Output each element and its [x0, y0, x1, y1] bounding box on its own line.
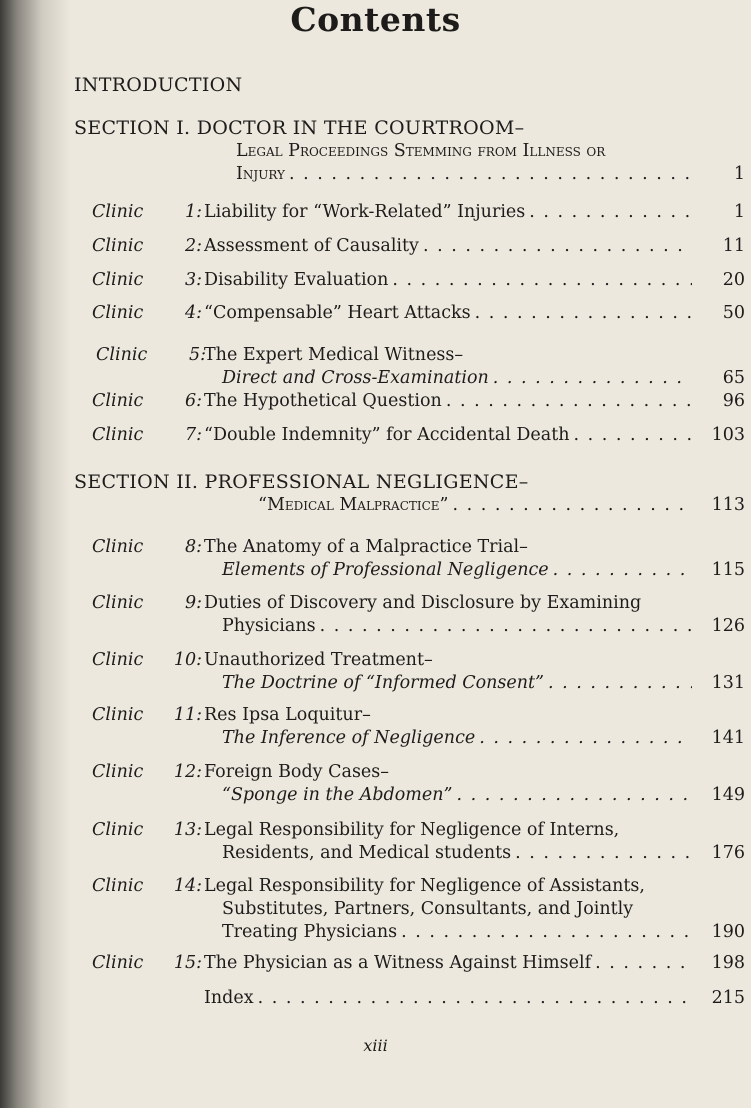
clinic-title-line: Treating Physicians . . . — [222, 920, 696, 944]
clinic-title-line: The Doctrine of “Informed Consent” . . . — [222, 671, 696, 695]
clinic-title-line: Disability Evaluation . . . — [204, 268, 696, 292]
leader-dots — [320, 614, 692, 638]
clinic-page-number: 190 — [711, 922, 745, 942]
clinic-number: 11: — [173, 705, 202, 725]
leader-dots — [401, 920, 692, 944]
clinic-title-line: Elements of Professional Negligence . . . — [222, 558, 696, 582]
leader-dots — [574, 423, 693, 447]
clinic-title-line: Legal Responsibility for Negligence of Interns, — [204, 820, 620, 840]
clinic-page-number: 65 — [722, 368, 745, 388]
clinic-title-line: The Expert Medical Witness– — [204, 345, 464, 365]
clinic-number: 8: — [184, 537, 202, 557]
clinic-page-number: 11 — [722, 236, 745, 256]
clinic-number: 10: — [173, 650, 202, 670]
page-title: Contents — [290, 0, 461, 39]
clinic-word: Clinic — [92, 705, 144, 725]
clinic-page-number: 176 — [711, 843, 745, 863]
clinic-word: Clinic — [92, 270, 144, 290]
clinic-number: 6: — [184, 391, 202, 411]
clinic-number: 9: — [184, 593, 202, 613]
leader-dots — [258, 986, 692, 1010]
leader-dots — [453, 493, 692, 517]
clinic-number: 1: — [184, 202, 202, 222]
clinic-page-number: 20 — [722, 270, 745, 290]
clinic-number: 5: — [188, 345, 206, 365]
clinic-title-line: The Anatomy of a Malpractice Trial– — [204, 537, 528, 557]
clinic-word: Clinic — [96, 345, 148, 365]
clinic-title-line: Unauthorized Treatment– — [204, 650, 433, 670]
clinic-title-line: “Sponge in the Abdomen” . . . — [222, 783, 696, 807]
leader-dots — [446, 389, 692, 413]
clinic-number: 13: — [173, 820, 202, 840]
clinic-number: 12: — [173, 762, 202, 782]
clinic-page-number: 96 — [722, 391, 745, 411]
leader-dots — [479, 726, 692, 750]
clinic-title-line: Foreign Body Cases– — [204, 762, 390, 782]
clinic-page-number: 198 — [711, 953, 745, 973]
leader-dots — [289, 162, 692, 186]
clinic-word: Clinic — [92, 202, 144, 222]
clinic-page-number: 131 — [711, 673, 745, 693]
clinic-number: 4: — [184, 303, 202, 323]
clinic-title-line: The Inference of Negligence . . . — [222, 726, 696, 750]
clinic-word: Clinic — [92, 303, 144, 323]
clinic-number: 15: — [173, 953, 202, 973]
clinic-page-number: 141 — [711, 728, 745, 748]
clinic-word: Clinic — [92, 537, 144, 557]
clinic-word: Clinic — [92, 762, 144, 782]
clinic-title-line: “Double Indemnity” for Accidental Death . . . — [204, 423, 696, 447]
section-2-page: 113 — [711, 495, 745, 515]
clinic-number: 7: — [184, 425, 202, 445]
section-2-subtitle: “Medical Malpractice” . . . — [258, 493, 696, 517]
clinic-word: Clinic — [92, 391, 144, 411]
section-1-heading: SECTION I. DOCTOR IN THE COURTROOM– — [74, 117, 525, 139]
page-folio: xiii — [363, 1036, 388, 1055]
clinic-page-number: 126 — [711, 616, 745, 636]
clinic-page-number: 115 — [711, 560, 745, 580]
clinic-title-line: Liability for “Work-Related” Injuries . . . — [204, 200, 696, 224]
clinic-page-number: 149 — [711, 785, 745, 805]
section-1-subtitle-line1: Legal Proceedings Stemming from Illness or — [236, 141, 606, 161]
section-2-heading: SECTION II. PROFESSIONAL NEGLIGENCE– — [74, 471, 529, 493]
clinic-word: Clinic — [92, 236, 144, 256]
clinic-title-line: Legal Responsibility for Negligence of Assistants, — [204, 876, 645, 896]
clinic-title-line: Res Ipsa Loquitur– — [204, 705, 371, 725]
clinic-word: Clinic — [92, 425, 144, 445]
leader-dots — [392, 268, 692, 292]
clinic-title-line: Assessment of Causality . . . — [204, 234, 696, 258]
leader-dots — [553, 558, 692, 582]
clinic-title-line: The Physician as a Witness Against Himself . . . — [204, 951, 696, 975]
leader-dots — [423, 234, 692, 258]
leader-dots — [548, 671, 692, 695]
clinic-word: Clinic — [92, 593, 144, 613]
clinic-number: 3: — [184, 270, 202, 290]
leader-dots — [595, 951, 692, 975]
clinic-title-line: “Compensable” Heart Attacks . . . — [204, 301, 696, 325]
leader-dots — [493, 366, 692, 390]
section-1-page: 1 — [733, 164, 745, 184]
clinic-number: 14: — [173, 876, 202, 896]
clinic-word: Clinic — [92, 650, 144, 670]
page-gutter-shadow — [0, 0, 70, 1108]
leader-dots — [529, 200, 692, 224]
index-entry: Index . . . — [204, 986, 696, 1010]
introduction-heading: INTRODUCTION — [74, 74, 243, 96]
clinic-title-line: The Hypothetical Question . . . — [204, 389, 696, 413]
leader-dots — [475, 301, 692, 325]
clinic-page-number: 1 — [733, 202, 745, 222]
clinic-word: Clinic — [92, 953, 144, 973]
section-1-subtitle-line2: Injury . . . — [236, 162, 696, 186]
clinic-number: 2: — [184, 236, 202, 256]
index-page: 215 — [711, 988, 745, 1008]
leader-dots — [515, 841, 692, 865]
leader-dots — [456, 783, 692, 807]
clinic-title-line: Physicians . . . — [222, 614, 696, 638]
clinic-title-line: Duties of Discovery and Disclosure by Examining — [204, 593, 642, 613]
clinic-page-number: 103 — [711, 425, 745, 445]
clinic-title-line: Residents, and Medical students . . . — [222, 841, 696, 865]
clinic-word: Clinic — [92, 820, 144, 840]
clinic-title-line: Direct and Cross-Examination . . . — [222, 366, 696, 390]
clinic-page-number: 50 — [722, 303, 745, 323]
clinic-word: Clinic — [92, 876, 144, 896]
clinic-title-line: Substitutes, Partners, Consultants, and Jointly — [222, 899, 634, 919]
